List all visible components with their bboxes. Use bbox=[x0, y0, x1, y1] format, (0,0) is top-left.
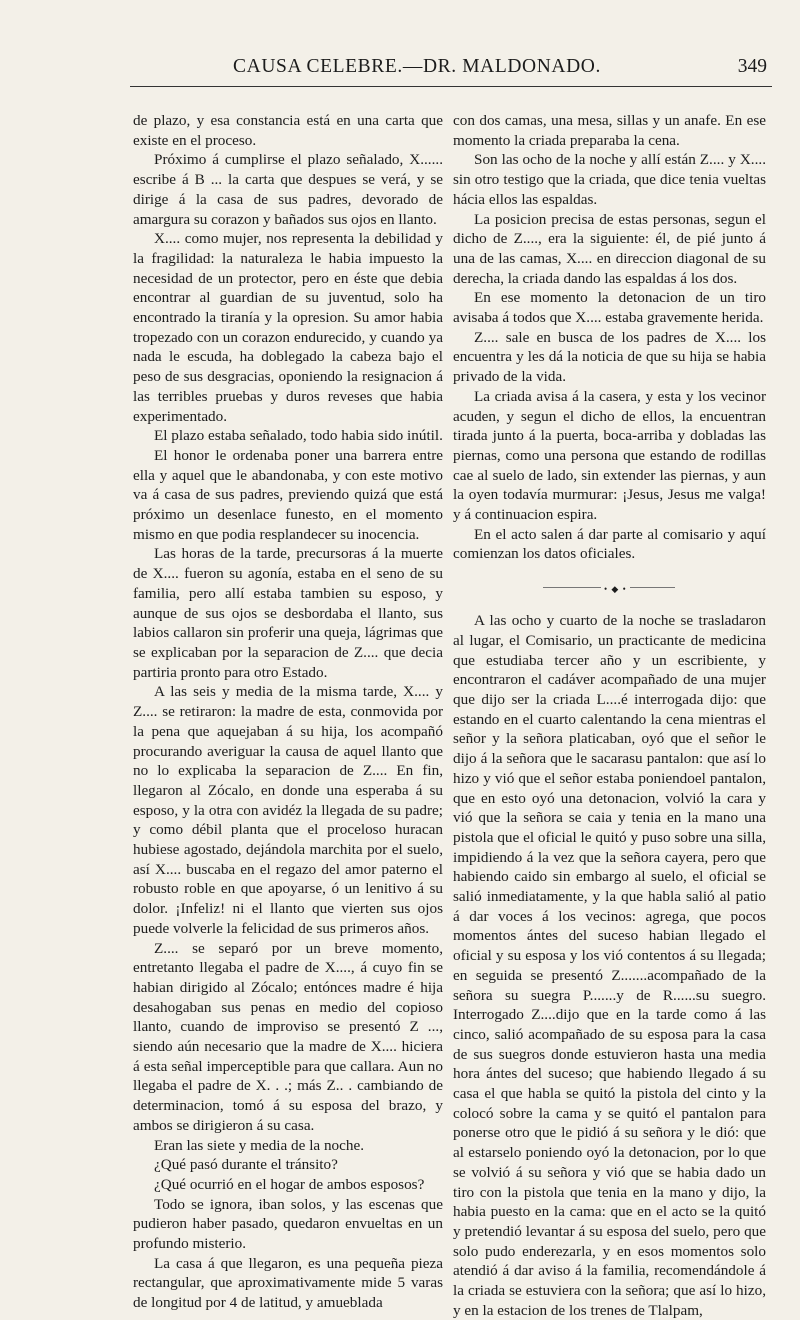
paragraph: ¿Qué pasó durante el tránsito? bbox=[154, 1156, 338, 1174]
page-number: 349 bbox=[737, 56, 767, 77]
section-divider bbox=[453, 584, 766, 595]
paragraph: Todo se ignora, iban solos, y las escenas que pudieron haber pasado, quedaron envueltas en un profundo misterio. bbox=[133, 1195, 443, 1253]
paragraph: A las ocho y cuarto de la noche se trasladaron al lugar, el Comisario, un practicante de medicina que estudiaba tercer año y un escribiente, y encontraron el cadáver acompañado de una mujer que dijo ser la criada L....é interrogada dijo: que estando en el cuarto calentando la cena mientras el señor y la señora platicaban, oyó que el señor le dijo á la señora que le sacarasu pantalon: que así lo hizo y vió que el señor estaba poniendoel pantalon, que en esto oyó una detonacion, volvió la cara y vió que la señora se caia y tenia en la mano una pistola que el oficial le quitó y puso sobre una silla, impidiendo á la vez que la señora cayera, pero que habiendo caido sin embargo al suelo, el oficial se salió inmediatamente, y la que habla salió al patio á dar voces á los vecinos: agrega, que pocos momentos ántes del suceso habian llegado el oficial y su esposa y los vió contentos á su llegada; en seguida se presentó Z.......acompañado de la señora su suegra P.......y de R......su suegro. Interrogado Z....dijo que en la tarde como á las cinco, salió acompañado de su esposa para la casa de sus suegros donde estuvieron hasta una media hora ántes del suceso; que habiendo llegado á su casa el que habla se quitó la pistola del cinto y la colocó sobre la cama y se quitó el pantalon para ponerse otro que le pidió á su señora y le dió: que al estarselo poniendo oyó la detonacion, por lo que se volvió á su señora y vió que se habia dado un tiro con la pistola que tenia en la mano y dijo, la habia puesto en la cama: que en el acto se la quitó y pretendió levantar á su esposa del suelo, pero que solo pudo enderezarla, y en esos momentos solo atendió á dar aviso á la familia, recomendándole á la criada se estuviera con la señora; que así lo hizo, y en la estacion de los trenes de Tlalpam, bbox=[453, 612, 766, 1319]
paragraph: La posicion precisa de estas personas, segun el dicho de Z...., era la siguiente: él, de pié junto á una de las camas, X.... en direccion diagonal de su derecha, la criada dando las espaldas á los dos. bbox=[453, 210, 766, 287]
running-header bbox=[132, 56, 772, 86]
right-column-bottom bbox=[453, 611, 766, 1320]
paragraph: ¿Qué ocurrió en el hogar de ambos esposos? bbox=[154, 1175, 425, 1193]
paragraph: La criada avisa á la casera, y esta y los vecinor acuden, y segun el dicho de ellos, la encuentran tirada junto á la puerta, boca-arriba y dobladas las piernas, como una persona que estando de rodillas cae al suelo de lado, sin extender las piernas, y aun la oyen todavía murmurar: ¡Jesus, Jesus me valga! y á continuacion espira. bbox=[453, 387, 766, 524]
paragraph: A las seis y media de la misma tarde, X.... y Z.... se retiraron: la madre de esta, conmovida por la pena que aquejaban á su hija, los acompañó procurando averiguar la causa de aquel llanto que no lo explicaba la separacion de Z.... En fin, llegaron al Zócalo, en donde una esperaba á su esposo, y la otra con avidéz la llegada de su padre; y como débil planta que el proceloso huracan hubiese agostado, dejándola marchita por el suelo, así X.... buscaba en el regazo del amor paterno el robusto roble en que apoyarse, ó un lenitivo á su dolor. ¡Infeliz! ni el llanto que vierten sus ojos puede volverle la felicidad de sus primeros años. bbox=[133, 683, 443, 937]
paragraph: con dos camas, una mesa, sillas y un anafe. En ese momento la criada preparaba la cena. bbox=[453, 112, 766, 149]
running-title: CAUSA CELEBRE.—DR. MALDONADO. bbox=[233, 56, 601, 77]
paragraph: Z.... se separó por un breve momento, entretanto llegaba el padre de X...., á cuyo fin se habian dirigido al Zócalo; entónces madre é hija desahogaban sus penas en medio del copioso llanto, cuando de improviso se presentó Z ..., siendo aún necesario que la madre de X.... hiciera á esta señal imperceptible para que callara. Aun no llegaba el padre de X. . .; más Z.. . cambiando de determinacion, tomó á su esposa del brazo, y ambos se dirigieron á su casa. bbox=[133, 939, 443, 1134]
paragraph: Z.... sale en busca de los padres de X.... los encuentra y les dá la noticia de que su hija se habia privado de la vida. bbox=[453, 328, 766, 386]
paragraph: de plazo, y esa constancia está en una carta que existe en el proceso. bbox=[133, 112, 443, 149]
paragraph: La casa á que llegaron, es una pequeña pieza rectangular, que aproximativamente mide 5 varas de longitud por 4 de latitud, y amueblada bbox=[133, 1254, 443, 1312]
paragraph: En ese momento la detonacion de un tiro avisaba á todos que X.... estaba gravemente herida. bbox=[453, 289, 766, 327]
paragraph: Las horas de la tarde, precursoras á la muerte de X.... fueron su agonía, estaba en el seno de su familia, pero allí estaba tambien su esposo, y aunque de sus ojos se desbordaba el llanto, sus labios callaron sin proferir una queja, lágrimas que se explicaban por la separacion de Z.... que decia partiria pronto para otro Estado. bbox=[133, 545, 443, 681]
right-column-top bbox=[453, 111, 766, 564]
paragraph: El honor le ordenaba poner una barrera entre ella y aquel que le abandonaba, y con este motivo va á casa de sus padres, previendo quizá que está próximo un desenlace funesto, en el momento mismo en que podia resplandecer su inocencia. bbox=[133, 446, 443, 543]
paragraph: El plazo estaba señalado, todo habia sido inútil. bbox=[154, 427, 443, 445]
paragraph: Eran las siete y media de la noche. bbox=[154, 1136, 365, 1154]
header-rule bbox=[130, 86, 772, 87]
paragraph: En el acto salen á dar parte al comisario y aquí comienzan los datos oficiales. bbox=[453, 525, 766, 563]
right-column bbox=[453, 111, 766, 1320]
left-column bbox=[133, 111, 443, 1313]
divider-ornament: • ◆ • bbox=[601, 580, 630, 600]
paragraph: X.... como mujer, nos representa la debilidad y la fragilidad: la naturaleza le habia impuesto la necesidad de un protector, pero en éste que debia encontrar al guardian de su juventud, solo ha encontrado la tiranía y la opresion. Su amor habia tropezado con un corazon endurecido, y cuando ya nada le escuda, ha doblegado la cabeza bajo el peso de sus desgracias, oponiendo la resignacion á las terribles pruebas y duros reveses que habia experimentado. bbox=[133, 230, 443, 425]
paragraph: Son las ocho de la noche y allí están Z.... y X.... sin otro testigo que la criada, que dice tenia vueltas hácia ellos las espaldas. bbox=[453, 151, 766, 208]
paragraph: Próximo á cumplirse el plazo señalado, X...... escribe á B ... la carta que despues se verá, y se dirige á la casa de sus padres, devorado de amargura su corazon y bañados sus ojos en llanto. bbox=[133, 151, 443, 228]
